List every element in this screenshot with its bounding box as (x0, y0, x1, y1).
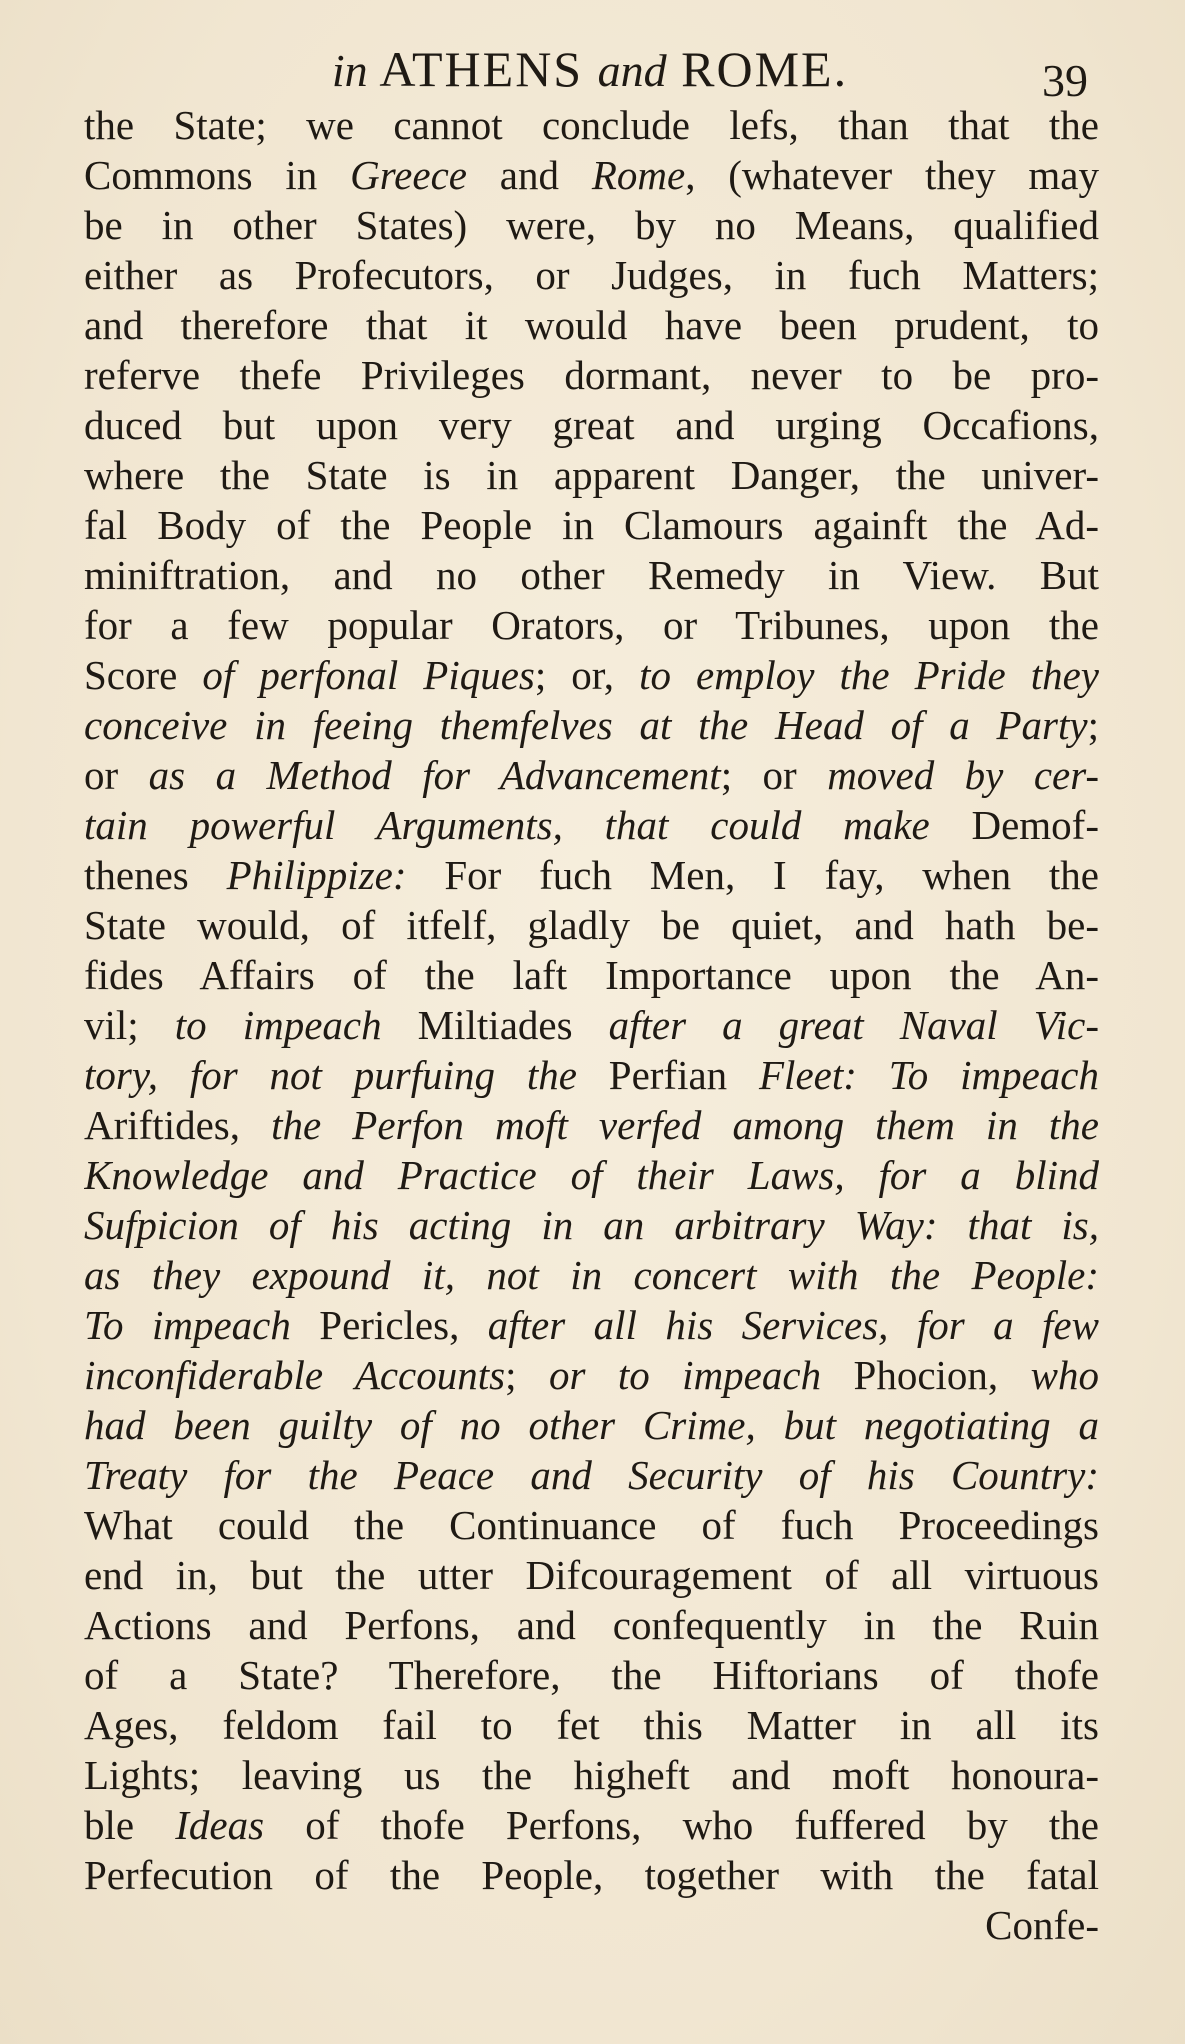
running-head-segment: and (597, 45, 667, 96)
text-run: fal Body of the People in Clamours againft the Ad- (84, 502, 1099, 548)
text-line (84, 350, 1099, 400)
text-run: the State; we cannot conclude lefs, than that the (84, 102, 1099, 148)
text-run: miniftration, and no other Remedy in View. But (84, 552, 1099, 598)
text-line (84, 1150, 1099, 1200)
text-run: ; or (720, 752, 828, 798)
text-line (84, 1300, 1099, 1350)
text-run: Ariftides, (84, 1102, 272, 1148)
text-run: Rome (591, 152, 686, 198)
text-run: ; (505, 1352, 549, 1398)
text-run: for a few popular Orators, or Tribunes, upon the (84, 602, 1099, 648)
text-line (84, 700, 1099, 750)
text-line (84, 1000, 1099, 1050)
text-line (84, 1750, 1099, 1800)
text-run: or to impeach (548, 1352, 822, 1398)
page-header (80, 32, 1100, 106)
text-run: Score (84, 652, 203, 698)
text-run: What could the Continuance of fuch Proceedings (84, 1502, 1099, 1548)
text-run: State would, of itfelf, gladly be quiet, and hath be- (84, 902, 1099, 948)
text-line (84, 1500, 1099, 1550)
text-line (84, 100, 1099, 150)
text-run: Demof- (929, 802, 1099, 848)
text-run: Philippize: (226, 852, 407, 898)
text-run: after all his Services, for a few (487, 1302, 1099, 1348)
text-run: inconfiderable Accounts (84, 1352, 506, 1398)
text-run: of thofe Perfons, who fuffered by the (264, 1802, 1099, 1848)
text-line (84, 850, 1099, 900)
text-run: moved by cer- (827, 752, 1099, 798)
text-run: conceive in feeing themfelves at the Head of a Party (84, 702, 1088, 748)
text-line (84, 450, 1099, 500)
text-line (84, 1900, 1099, 1950)
text-run: Actions and Perfons, and confequently in the Ruin (84, 1602, 1099, 1648)
text-run: Lights; leaving us the higheft and moft honoura- (84, 1752, 1099, 1798)
text-line (84, 1400, 1099, 1450)
text-run: Ages, feldom fail to fet this Matter in all its (84, 1702, 1099, 1748)
text-run: To impeach (84, 1302, 291, 1348)
text-run: to employ the Pride they (639, 652, 1099, 698)
text-run: , (whatever they may (685, 152, 1099, 198)
text-line (84, 550, 1099, 600)
text-run: and (466, 152, 592, 198)
text-line (84, 250, 1099, 300)
text-line (84, 1550, 1099, 1600)
text-run: Confe- (985, 1902, 1099, 1948)
text-line (84, 800, 1099, 850)
body-text (84, 100, 1099, 1950)
running-head-segment: ATHENS (367, 41, 598, 97)
text-run: Sufpicion of his acting in an arbitrary Way: that is, (84, 1202, 1099, 1248)
text-line (84, 150, 1099, 200)
text-line (84, 750, 1099, 800)
text-line (84, 1700, 1099, 1750)
text-line (84, 1650, 1099, 1700)
text-run: as a Method for Advancement (148, 752, 721, 798)
text-run: Phocion, (821, 1352, 1031, 1398)
text-run: For fuch Men, I fay, when the (406, 852, 1099, 898)
text-line (84, 1450, 1099, 1500)
text-run: and therefore that it would have been prudent, to (84, 302, 1099, 348)
text-run: Knowledge and Practice of their Laws, for a blind (84, 1152, 1099, 1198)
text-line (84, 300, 1099, 350)
text-line (84, 600, 1099, 650)
text-run: Ideas (175, 1802, 265, 1848)
text-run: end in, but the utter Difcouragement of all virtuous (84, 1552, 1099, 1598)
text-line (84, 900, 1099, 950)
text-run: who (1030, 1352, 1099, 1398)
text-line (84, 650, 1099, 700)
running-head-segment: ROME. (666, 41, 849, 97)
text-run: either as Profecutors, or Judges, in fuch Matters; (84, 252, 1099, 298)
text-line (84, 1100, 1099, 1150)
text-line (84, 500, 1099, 550)
text-line (84, 1200, 1099, 1250)
page-number: 39 (1042, 55, 1088, 106)
text-run: ; or, (534, 652, 640, 698)
text-run: thenes (84, 852, 227, 898)
text-run: of perfonal Piques (202, 652, 535, 698)
text-run: Greece (350, 152, 467, 198)
text-run: after a great Naval Vic- (608, 1002, 1099, 1048)
text-run: Commons in (84, 152, 351, 198)
text-run: ; (1087, 702, 1099, 748)
text-run: as they expound it, not in concert with the People: (84, 1252, 1099, 1298)
text-line (84, 1800, 1099, 1850)
text-run: duced but upon very great and urging Occafions, (84, 402, 1099, 448)
text-run: to impeach (174, 1002, 382, 1048)
text-line (84, 1850, 1099, 1900)
text-run: Pericles, (290, 1302, 488, 1348)
text-run: tory, for not purfuing the (84, 1052, 577, 1098)
text-run: vil; (84, 1002, 175, 1048)
text-run: Perfecution of the People, together with the fatal (84, 1852, 1099, 1898)
text-line (84, 950, 1099, 1000)
text-line (84, 200, 1099, 250)
text-run: Treaty for the Peace and Security of his Country: (84, 1452, 1099, 1498)
running-head (80, 40, 1100, 98)
text-run: ble (84, 1802, 176, 1848)
text-line (84, 400, 1099, 450)
text-run: of a State? Therefore, the Hiftorians of thofe (84, 1652, 1099, 1698)
text-run: Fleet: To impeach (759, 1052, 1099, 1098)
running-head-segment: in (331, 45, 368, 96)
text-run: tain powerful Arguments, that could make (84, 802, 930, 848)
text-line (84, 1250, 1099, 1300)
text-run: had been guilty of no other Crime, but negotiating a (84, 1402, 1099, 1448)
text-line (84, 1350, 1099, 1400)
text-run: the Perfon moft verfed among them in the (271, 1102, 1099, 1148)
text-run: or (84, 752, 149, 798)
text-run: Miltiades (381, 1002, 609, 1048)
text-line (84, 1050, 1099, 1100)
text-line (84, 1600, 1099, 1650)
text-run: Perfian (576, 1052, 760, 1098)
text-run: referve thefe Privileges dormant, never to be pro- (84, 352, 1099, 398)
text-run: be in other States) were, by no Means, qualified (84, 202, 1099, 248)
text-run: fides Affairs of the laft Importance upon the An- (84, 952, 1099, 998)
text-run: where the State is in apparent Danger, the univer- (84, 452, 1099, 498)
